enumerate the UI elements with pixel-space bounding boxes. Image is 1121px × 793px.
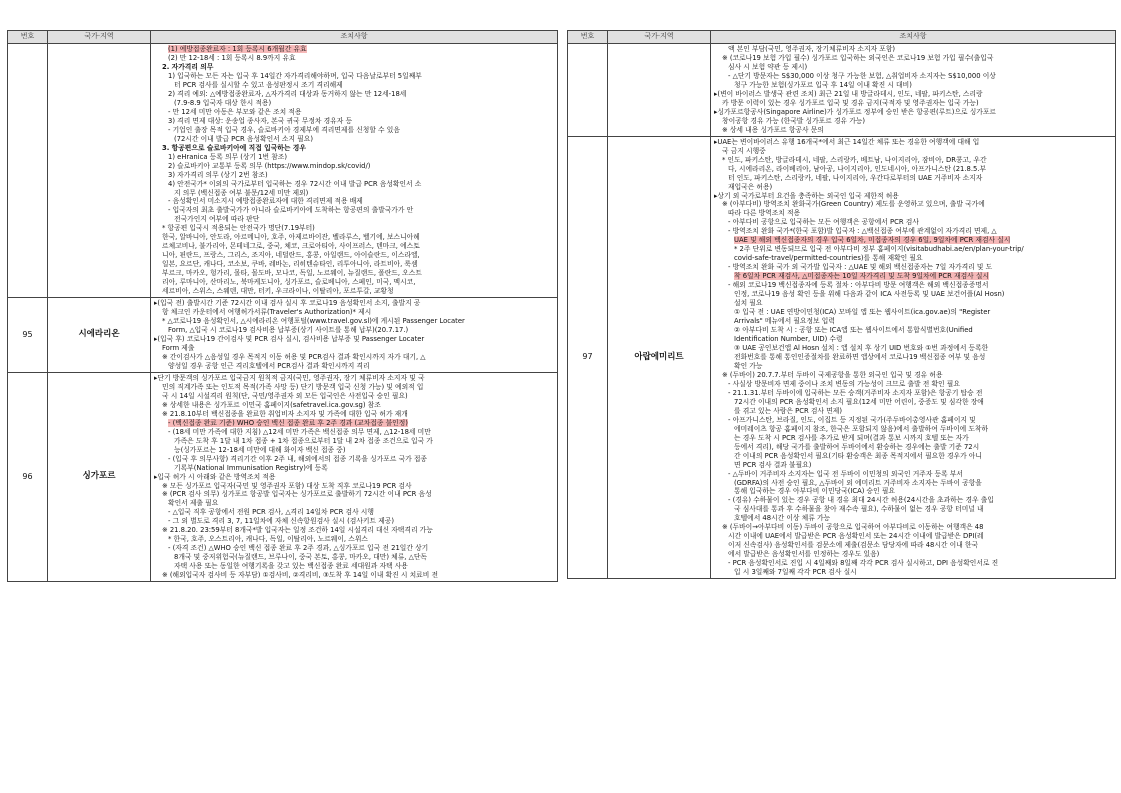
text-line: 가족은 도착 후 1달 내 1차 접종 + 1차 접종으로부터 1달 내 2차 접종 조건으로 입국 가 (174, 436, 433, 445)
text-line: 3) 자가격리 의무 (상기 2번 참조) (168, 170, 268, 179)
country-row-96 (8, 372, 558, 581)
text-line (714, 236, 1112, 245)
text-line: 능(싱가포르는 12-18세 미만에 대해 화이자 백신 접종 중) (174, 445, 346, 454)
highlighted-text: - (백신접종 완료 기준) WHO 승인 백신 접종 완료 후 2주 경과 (교차접종 불인정) (168, 418, 408, 427)
text-line: 터 인도, 파키스탄, 스리랑카, 네팔, 나이지리아, 우간다로부터의 UAE 거주비자 소지자 (728, 173, 983, 182)
text-line: - (경유) 수하물이 있는 경우 공항 내 경유 최대 24시간 허용(24시간을 초과하는 경우 출입 (728, 496, 994, 505)
text-line: - 음성확인서 미소지시 예방접종완료자에 대한 격리면제 적용 배제 (168, 197, 363, 206)
text-line: 호텔에서 48시간 이상 체류 가능 (734, 514, 831, 523)
text-line: * △코로나19 음성확인서, △시에라리온 여행포털(www.travel.gov.sl)에 게시된 Passenger Locater (162, 317, 465, 326)
text-line: 따라 다른 방역조치 적용 (728, 209, 801, 218)
text-line: 이저 신속검사) 음성확인서를 검문소에 제출(검문소 담당자에 따라 48시간 이내 한국 (728, 541, 979, 550)
text-line (714, 272, 1112, 281)
text-line: ※ (두바이) 20.7.7.부터 두바이 국제공항을 통한 외국인 입국 및 경유 허용 (722, 370, 943, 379)
text-line: 카 방문 이력이 있는 경우 싱가포르 입국 및 경유 금지(국적자 및 영주권자는 입국 가능) (722, 98, 979, 107)
text-line: - (입국 후 의무사항) 격리기간 이후 2주 내, 해외에서의 접종 기록을 싱가포르 국가 접종 (168, 454, 427, 463)
right-header-row (568, 31, 1116, 44)
text-line: 통해 입국하는 경우 아부다비 이민당국(ICA) 승인 필요 (734, 487, 895, 496)
text-line: 르체고비나, 불가리아, 몬테네그로, 중국, 체코, 크로아티아, 사이프러스, 덴마크, 에스토 (162, 242, 420, 251)
num-cell (8, 44, 48, 298)
text-line: 면 PCR 검사 결과 불필요) (734, 460, 812, 469)
text-line: ▸(변이 바이러스 발생국 관련 조치) 최근 21일 내 방글라데시, 인도, 네팔, 파키스탄, 스리랑 (714, 89, 983, 98)
text-line: (GDRFA)의 사전 승인 필요, △두바이 외 에미리트 거주비자 소지자는 두바이 공항을 (734, 478, 982, 487)
text-line: 72시간 이내의 PCR 음성확인서 소지 필요(12세 미만 어린이, 중증도 및 심각한 장애 (734, 397, 984, 406)
measures-cell (151, 44, 558, 298)
country-header: 국가·지역 (608, 31, 711, 44)
text-line: ▸싱가포르항공사(Singapore Airline)가 싱가포르 정부에 승인 받은 항공편(루트)으로 싱가포르 (714, 107, 997, 116)
text-line: * 인도, 파키스탄, 방글라데시, 네팔, 스리랑카, 베트남, 나이지리아, 잠비아, DR콩고, 우간 (722, 155, 987, 164)
text-line: 3. 항공편으로 슬로바키아에 직접 입국하는 경우 (162, 143, 306, 152)
country-name: 시에라리온 (48, 298, 151, 373)
text-line: - (자격 조건) △WHO 승인 백신 접종 완료 후 2주 경과, △싱가포르 입국 전 21일간 상기 (168, 544, 429, 553)
text-line: 세르비아, 스위스, 스웨덴, 대만, 터키, 우크라이나, 이탈리아, 포르투갈, 교황청 (162, 287, 394, 296)
left-header-row (8, 31, 558, 44)
text-line: ▸단기 방문객의 싱가포르 입국금지 원칙적 금지(국민, 영주권자, 장기 체류비자 소지자 및 국 (154, 373, 425, 382)
text-line: - △입국 직후 공항에서 전원 PCR 검사, △격리 14일차 PCR 검사 시행 (168, 508, 374, 517)
text-line: Form, △입국 시 코로나19 검사비용 납부증(상기 사이트를 통해 납부)(20.7.17.) (168, 326, 409, 335)
text-line: 전화번호를 통해 통인인증절차를 완료하면 앱상에서 코로나19 백신접종 여부 및 음성 (734, 352, 986, 361)
text-line: 시간 이내에 UAE에서 발급받은 PCR 음성확인서 또는 24시간 이내에 발급받은 DPI(레 (728, 532, 984, 541)
text-line: - 기업인 출장 목적 입국 경우, 슬로바키아 경제부에 격리면제를 신청할 수 있음 (168, 125, 400, 134)
text-line: - 방역조치 완화 국가*(한국 포함)발 입국자 : △백신접종 여부에 관계없이 자가격리 면제, △ (728, 227, 997, 236)
text-line: 국 시 14일 시설격리 원칙(단, 국민/영주권자 외 모든 입국인은 사전입국 승인 필요) (162, 391, 408, 400)
text-line: - 아프가니스탄, 브라질, 인도, 이집트 등 지정된 국가(주두바이총영사관 홈페이지 및 (728, 415, 976, 424)
text-line: (7.9-8.9 입국자 대상 한시 적용) (174, 98, 272, 107)
text-line: 지 의무 (백신접종 여부 불문/12세 미만 제외) (174, 188, 309, 197)
text-line: 전국가인지 여부에 따라 판단 (174, 215, 260, 224)
text-line: 항 체크인 카운터에서 여행허가서류(Traveler's Authorization)* 제시 (162, 308, 372, 317)
text-line: ※ (해외입국자 검사비 등 자부담) ①검사비, ②격리비, ③도착 후 14일 이내 확진 시 치료비 전 (162, 571, 439, 580)
text-line: 청구 가능한 보험(싱가포르 입국 후 14일 이내 확진 시 대비) (734, 80, 912, 89)
right-measures-table (567, 30, 1116, 579)
text-line: Arrivals" 메뉴에서 필요정보 입력 (734, 317, 835, 326)
num-cell (568, 44, 608, 137)
text-line: 재입국은 허용) (728, 182, 773, 191)
continued-row (8, 44, 558, 298)
text-line: 4) 안전국가* 이외의 국가로부터 입국하는 경우 72시간 이내 발급 PCR 음성확인서 소 (168, 179, 422, 188)
text-line: ③ UAE 공인보건앱 Al Hosn 설치 : 앱 설치 후 상기 UID 번호와 ①번 과정에서 등록한 (734, 343, 989, 352)
text-line: 민의 직계가족 또는 인도적 목적(가족 사망 등) 단기 방문객 입국 신청 가능) 및 예외적 입 (162, 382, 424, 391)
text-line: (2) 만 12-18세 : 1회 등록시 8.9까지 유효 (168, 53, 296, 62)
text-line: 인정, 코로나19 음성 확인 등을 위해 다음과 같이 ICA 사전등록 및 UAE 보건어플(Al Hosn) (734, 290, 1005, 299)
text-line: Form 제출 (162, 343, 195, 352)
text-line: 등에서 격리), 해당 국가를 출발하여 두바이에서 환승하는 경우에는 출발 기준 72시 (734, 442, 980, 451)
text-line: 2) 슬로바키아 교통부 등록 의무 (https://www.mindop.sk/covid/) (168, 161, 371, 170)
text-line: 에미레이츠 항공 홈페이지 참조, 한국은 포함되지 않음)에서 출발하여 두바이에 도착하 (734, 424, 989, 433)
text-line: 입 시 3일째와 7일째 각각 PCR 검사 실시 (734, 568, 857, 577)
text-line: - △두바이 거주비자 소지자는 입국 전 두바이 이민청의 외국인 거주자 등록 부서 (728, 469, 963, 478)
text-line: - 사실상 방문비자 면제 중이나 조치 변동의 가능성이 크므로 출발 전 확인 필요 (728, 379, 960, 388)
text-line: ※ (두바이→아부다비 이동) 두바이 공항으로 입국하여 아부다비로 이동하는 여행객은 48 (722, 523, 984, 532)
text-line: ▸상기 외 국가로부터 요건을 충족하는 외국인 입국 제한적 허용 (714, 191, 899, 200)
text-line: - 만 12세 미만 아동은 부모와 같은 조치 적용 (168, 107, 302, 116)
measures-cell (151, 372, 558, 581)
left-measures-table (7, 30, 558, 582)
text-line: 한국, 알바니아, 안도라, 아르메니아, 호주, 아제르바이잔, 벨라루스, 벨기에, 보스니아헤 (162, 233, 420, 242)
text-line: * 한국, 호주, 오스트리아, 캐나다, 독일, 이탈리아, 노르웨이, 스위스 (168, 535, 368, 544)
text-line: ▸(입국 후) 코로나19 간이검사 및 PCR 검사 실시, 검사비용 납부증 및 Passenger Locater (154, 335, 425, 343)
highlighted-text: (1) 예방접종완료자 : 1회 등록시 6개월간 유효 (168, 45, 307, 53)
text-line (154, 45, 554, 54)
text-line: 2. 자가격리 의무 (162, 62, 214, 71)
text-line: 확인 가능 (734, 361, 763, 370)
text-line: 부르크, 마카오, 헝가리, 몰타, 몰도바, 모나코, 독일, 노르웨이, 뉴질랜드, 폴란드, 오스트 (162, 269, 422, 278)
measures-header: 조치사항 (711, 31, 1116, 44)
country-header: 국가·지역 (48, 31, 151, 44)
num-cell: 95 (8, 298, 48, 373)
text-line: ※ 모든 싱가포르 입국자(국민 및 영주권자 포함) 대상 도착 직후 코로나19 PCR 검사 (162, 481, 412, 490)
text-line: 기록부(National Immunisation Registry)에 등록 (174, 463, 328, 472)
text-line: 에서 발급받은 음성확인서를 인정하는 경우도 있음) (728, 550, 880, 559)
text-line: - 21.1.31.부터 두바이에 입국하는 모든 승객(거주비자 소지자 포함)은 항공기 탑승 전 (728, 388, 983, 397)
country-name: 아랍에미리트 (608, 136, 711, 578)
text-line (154, 419, 554, 428)
text-line: - (18세 미만 가족에 대한 지침) △12세 미만 가족은 백신접종 의무 면제, △12-18세 미만 (168, 427, 431, 436)
highlighted-text: 착 6일차 PCR 재검사, △미접종자는 10일 자가격리 및 도착 9일차에 PCR 재검사 실시 (734, 272, 990, 281)
text-line: ※ 간이검사가 △음성일 경우 목적지 이동 허용 및 PCR검사 결과 확인시까지 자가 대기, △ (162, 352, 426, 361)
text-line: 리아, 루마니아, 산마리노, 북마케도니아, 싱가포르, 슬로베니아, 스페인, 미국, 멕시코, (162, 278, 416, 287)
text-line: 간 이내의 PCR 음성확인서 필요(기타 환승객은 최종 목적지에서 필요한 경우가 아니 (734, 451, 982, 460)
text-line: 터 PCR 검사를 실시할 수 있고 음성판정시 조기 격리해제 (174, 80, 343, 89)
country-cell (608, 44, 711, 137)
text-line: ※ (아부다비) 방역조치 완화국가(Green Country) 제도를 운영하고 있으며, 출발 국가에 (722, 200, 985, 209)
text-line: 를 겪고 있는 사람은 PCR 검사 면제) (734, 406, 842, 415)
text-line: 1) eHranica 등록 의무 (상기 1번 참조) (168, 152, 288, 161)
text-line: 국 심사대를 통과 후 수하물을 찾아 재수속 필요), 수하물이 없는 경우 공항 터미널 내 (734, 505, 984, 514)
text-line: - 방역조치 완화 국가 외 국가발 입국자 : △UAE 및 해외 백신접종자는 7일 자가격리 및 도 (728, 263, 993, 272)
text-line: ※ 상세한 내용은 싱가포르 이민국 홈페이지(safetravel.ica.gov.sg) 참조 (162, 400, 381, 409)
text-line: 3) 격리 면제 대상: 운송업 종사자, 본국 귀국 무정차 경유자 등 (168, 116, 353, 125)
country-row-95 (8, 298, 558, 373)
measures-cell (711, 44, 1116, 137)
text-line: 자택 사용 또는 동일한 여행기록을 갖고 있는 백신접종 완료 세대원과 자택 사용 (174, 562, 408, 571)
text-line: * 항공편 입국시 적용되는 안전국가 명단(7.19부터) (162, 224, 315, 233)
measures-header: 조치사항 (151, 31, 558, 44)
text-line: ▸(입국 전) 출발시간 기준 72시간 이내 검사 실시 후 코로나19 음성확인서 소지, 출발지 공 (154, 299, 421, 308)
text-line: ※ 21.8.10부터 백신접종을 완료한 취업비자 소지자 및 가족에 대한 입국 허가 재개 (162, 409, 408, 418)
text-line: 액 본인 부담(국민, 영주권자, 장기체류비자 소지자 포함) (728, 45, 896, 53)
text-line: - 입국자의 최초 출발국가가 아니라 슬로바키아에 도착하는 항공편의 출발국가가 안 (168, 206, 414, 215)
text-line: 양성일 경우 공항 인근 격리호텔에서 PCR검사 결과 확인시까지 격리 (168, 361, 370, 370)
text-line: 국 금지 시행중 (722, 146, 766, 155)
continued-row (568, 44, 1116, 137)
text-line: * 2주 단위로 변동되므로 입국 전 아부다비 정부 홈페이지(visitabudhabi.ae/en/plan-your-trip/ (734, 245, 1024, 254)
country-name: 싱가포르 (48, 372, 151, 581)
num-cell: 96 (8, 372, 48, 581)
text-line: - 아부다비 공항으로 입국하는 모든 여행객은 공항에서 PCR 검사 (728, 218, 919, 227)
text-line: 창이공항 경유 가능 (한국발 싱가포르 경유 가능) (722, 116, 866, 125)
text-line: 2) 격리 예외: △예방접종완료자, △자가격리 대상과 동거하지 않는 만 12세-18세 (168, 89, 407, 98)
text-line: ※ (PCR 검사 의무) 싱가포르 항공발 입국자는 싱가포르로 출발하기 72시간 이내 PCR 음성 (162, 490, 432, 499)
num-header: 번호 (568, 31, 608, 44)
country-cell (48, 44, 151, 298)
measures-cell (151, 298, 558, 373)
text-line: 8개국 및 중저위험국(뉴질랜드, 브루나이, 중국 본토, 홍콩, 마카오, 대만) 체류, △단독 (174, 553, 427, 562)
text-line: - PCR 음성확인서로 진입 시 4일째와 8일째 각각 PCR 검사 실시하고, DPI 음성확인서로 진 (728, 559, 999, 568)
text-line: - 해외 코로나19 백신접종자에 등록 절차 : 아부다비 방문 여행객은 해외 백신접종증명서 (728, 281, 989, 290)
measures-cell (711, 136, 1116, 578)
text-line: 설치 필요 (734, 299, 763, 308)
text-line: (72시간 이내 발급 PCR 음성확인서 소지 필요) (174, 134, 313, 143)
text-line: 는 경우 도착 시 PCR 검사를 추가로 받게 되며(결과 통보 시까지 호텔 또는 자가 (734, 433, 969, 442)
text-line: 1) 입국하는 모든 자는 입국 후 14일간 자가격리해야하며, 입국 다음날로부터 5일째부 (168, 71, 422, 80)
text-line: ② 아부다비 도착 시 : 공항 또는 ICA앱 또는 웹사이트에서 통합식별번호(Unified (734, 326, 973, 335)
text-line: 다, 시에라리온, 라이베리아, 남아공, 나이지리아, 인도네시아, 아프가니스탄 (21.8.5.부 (728, 164, 987, 173)
text-line: 확인서 제출 필요 (168, 499, 219, 508)
text-line: 니아, 핀란드, 프랑스, 그리스, 조지아, 네덜란드, 홍콩, 아일랜드, 아이슬란드, 이스라엘, (162, 251, 420, 260)
text-line: ※ 21.8.20. 23:59부터 8개국*발 입국자는 일정 조건하 14일 시설격리 대신 자택격리 가능 (162, 526, 433, 535)
text-line: ① 입국 전 : UAE 연방이민청(ICA) 모바일 앱 또는 웹사이트(ica.gov.ae)의 "Register (734, 308, 991, 317)
text-line: 일본, 요르단, 캐나다, 코소보, 쿠바, 레바논, 리히텐슈타인, 리투아니아, 라트비아, 룩셈 (162, 260, 418, 269)
text-line: 심사 시 보험 약관 등 제시) (728, 62, 808, 71)
text-line: ※ 상세 내용 싱가포르 항공사 문의 (722, 125, 824, 134)
text-line: covid-safe-travel/permitted-countries)를 통해 재확인 필요 (734, 254, 923, 263)
num-cell: 97 (568, 136, 608, 578)
text-line: ※ (코로나19 보험 가입 필수) 싱가포르 입국하는 외국인은 코로나19 보험 가입 필수(출입국 (722, 53, 994, 62)
text-line: - △단기 방문자는 S$30,000 이상 청구 가능한 보험, △취업비자 소지자는 S$10,000 이상 (728, 71, 996, 80)
text-line: ▸UAE는 변이바이러스 유행 16개국*에서 최근 14일간 체류 또는 경유한 여행객에 대해 입 (714, 137, 980, 146)
text-line: ▸입국 허가 시 아래와 같은 방역조치 적용 (154, 472, 276, 481)
text-line: - 그 외 별도로 격리 3, 7, 11일차에 자체 신속항원검사 실시 (검사키트 제공) (168, 517, 395, 526)
country-row-97 (568, 136, 1116, 578)
text-line: Identification Number, UID) 수령 (734, 335, 843, 343)
highlighted-text: UAE 및 해외 백신접종자의 경우 입국 6일차, 미접종자의 경우 6일, 9일차에 PCR 재검사 실시 (734, 236, 1011, 245)
num-header: 번호 (8, 31, 48, 44)
